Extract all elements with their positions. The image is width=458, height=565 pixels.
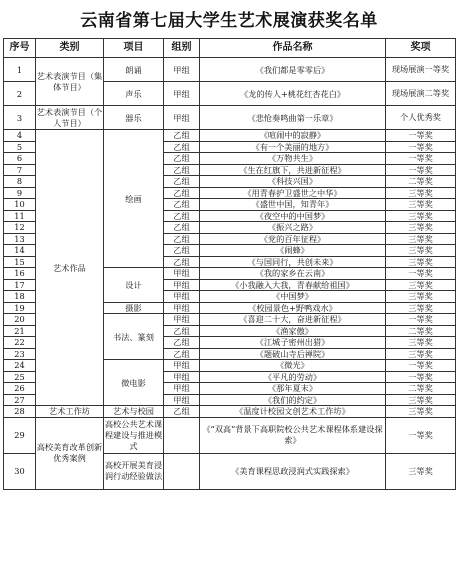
group-cell: 甲组 [164,106,200,130]
award-cell: 现场展演二等奖 [386,82,456,106]
project-cell: 绘画 [104,130,164,268]
work-name-cell: 《江城子密州出猎》 [200,337,386,349]
row-number: 27 [4,394,36,406]
table-row [4,406,456,418]
group-cell: 乙组 [164,141,200,153]
award-cell: 三等奖 [386,222,456,234]
award-cell: 一等奖 [386,360,456,372]
project-cell: 高校公共艺术课程建设与推进模式 [104,417,164,453]
group-cell: 乙组 [164,256,200,268]
work-name-cell: 《小我融入大我，青春献给祖国》 [200,279,386,291]
award-cell: 三等奖 [386,245,456,257]
award-cell: 一等奖 [386,417,456,453]
work-name-cell: 《用青春护卫盛世之中华》 [200,187,386,199]
row-number: 10 [4,199,36,211]
work-name-cell: 《“双高”背景下高职院校公共艺术课程体系建设探索》 [200,417,386,453]
group-cell: 乙组 [164,222,200,234]
award-cell: 一等奖 [386,164,456,176]
row-number: 12 [4,222,36,234]
award-cell: 三等奖 [386,199,456,211]
award-cell: 三等奖 [386,453,456,489]
category-cell: 艺术表演节目（个人节目） [36,106,103,128]
group-cell [164,453,200,489]
project-cell: 设计 [104,268,164,303]
award-cell: 一等奖 [386,130,456,142]
row-number: 30 [4,453,36,489]
header-cell: 序号 [4,39,36,58]
row-number: 21 [4,325,36,337]
work-name-cell: 《党的百年征程》 [200,233,386,245]
row-number: 18 [4,291,36,303]
work-name-cell: 《夜空中的中国梦》 [200,210,386,222]
award-cell: 三等奖 [386,394,456,406]
category-cell: 艺术作品 [36,130,104,406]
work-name-cell: 《喜迎二十大，奋进新征程》 [200,314,386,326]
header-cell: 类别 [36,39,104,58]
group-cell: 甲组 [164,371,200,383]
row-number: 14 [4,245,36,257]
work-name-cell: 《微光》 [200,360,386,372]
award-cell: 二等奖 [386,176,456,188]
group-cell: 甲组 [164,394,200,406]
row-number: 13 [4,233,36,245]
award-cell: 三等奖 [386,337,456,349]
row-number: 6 [4,153,36,165]
group-cell: 甲组 [164,314,200,326]
award-cell: 个人优秀奖 [386,106,456,130]
table-row [4,130,456,142]
group-cell: 甲组 [164,302,200,314]
header-cell: 组别 [164,39,200,58]
group-cell [164,417,200,453]
group-cell: 甲组 [164,268,200,280]
category-cell: 高校美育改革创新优秀案例 [36,417,104,489]
row-number: 1 [4,58,36,82]
award-cell: 三等奖 [386,291,456,303]
work-name-cell: 《校园景色+野鸭戏水》 [200,302,386,314]
header-cell: 作品名称 [200,39,386,58]
row-number: 19 [4,302,36,314]
award-cell: 一等奖 [386,314,456,326]
award-cell: 二等奖 [386,325,456,337]
work-name-cell: 《温度计校园文创艺术工作坊》 [200,406,386,418]
group-cell: 甲组 [164,383,200,395]
header-cell: 奖项 [386,39,456,58]
category-cell: 艺术表演节目（集体节目） [36,58,104,106]
table-row [4,106,456,130]
award-cell: 三等奖 [386,256,456,268]
award-cell: 二等奖 [386,383,456,395]
project-cell: 微电影 [104,360,164,406]
award-cell: 一等奖 [386,268,456,280]
group-cell: 乙组 [164,130,200,142]
row-number: 17 [4,279,36,291]
work-name-cell: 《与国同行，共创未来》 [200,256,386,268]
award-cell: 三等奖 [386,348,456,360]
work-name-cell: 《题破山寺后禅院》 [200,348,386,360]
group-cell: 乙组 [164,406,200,418]
work-name-cell: 《有一个美丽的地方》 [200,141,386,153]
work-name-cell: 《盛世中国，知青年》 [200,199,386,211]
table-row [4,58,456,82]
award-cell: 三等奖 [386,302,456,314]
work-name-cell: 《振兴之路》 [200,222,386,234]
group-cell: 乙组 [164,176,200,188]
award-cell: 三等奖 [386,279,456,291]
award-cell: 三等奖 [386,406,456,418]
group-cell: 甲组 [164,279,200,291]
work-name-cell: 《万物共生》 [200,153,386,165]
row-number: 25 [4,371,36,383]
award-cell: 三等奖 [386,187,456,199]
group-cell: 乙组 [164,325,200,337]
row-number: 20 [4,314,36,326]
award-cell: 三等奖 [386,233,456,245]
row-number: 15 [4,256,36,268]
group-cell: 乙组 [164,337,200,349]
project-cell: 书法、篆刻 [104,314,164,360]
row-number: 24 [4,360,36,372]
work-name-cell: 《中国梦》 [200,291,386,303]
row-number: 5 [4,141,36,153]
group-cell: 甲组 [164,360,200,372]
award-cell: 一等奖 [386,153,456,165]
project-cell: 高校开展美育浸润行动经验做法 [104,453,164,489]
document-title: 云南省第七届大学生艺术展演获奖名单 [80,11,378,31]
row-number: 2 [4,82,36,106]
header-cell: 项目 [104,39,164,58]
work-name-cell: 《平凡的劳动》 [200,371,386,383]
work-name-cell: 《生在红旗下，共进新征程》 [200,164,386,176]
row-number: 4 [4,130,36,142]
row-number: 3 [4,106,36,130]
award-table [3,38,456,490]
group-cell: 乙组 [164,348,200,360]
award-cell: 三等奖 [386,210,456,222]
row-number: 8 [4,176,36,188]
award-cell: 一等奖 [386,371,456,383]
work-name-cell: 《我们都是零零后》 [200,58,386,82]
project-cell: 朗诵 [104,58,164,82]
category-cell: 艺术工作坊 [36,406,104,418]
group-cell: 乙组 [164,164,200,176]
work-name-cell: 《喧闹中的寂静》 [200,130,386,142]
row-number: 29 [4,417,36,453]
work-name-cell: 《那年夏末》 [200,383,386,395]
award-cell: 一等奖 [386,141,456,153]
row-number: 7 [4,164,36,176]
work-name-cell: 《美育课程思政浸润式实践探索》 [200,453,386,489]
group-cell: 乙组 [164,187,200,199]
group-cell: 乙组 [164,199,200,211]
header-row [4,39,456,58]
project-cell: 器乐 [104,106,164,130]
award-cell: 现场展演一等奖 [386,58,456,82]
group-cell: 乙组 [164,153,200,165]
project-cell: 艺术与校园 [104,406,164,418]
group-cell: 甲组 [164,291,200,303]
group-cell: 乙组 [164,210,200,222]
work-name-cell: 《悲怆奏鸣曲第一乐章》 [200,106,386,130]
group-cell: 乙组 [164,233,200,245]
project-cell: 声乐 [104,82,164,106]
table-row [4,417,456,453]
group-cell: 乙组 [164,245,200,257]
work-name-cell: 《我们的约定》 [200,394,386,406]
row-number: 28 [4,406,36,418]
row-number: 23 [4,348,36,360]
row-number: 26 [4,383,36,395]
work-name-cell: 《科技兴国》 [200,176,386,188]
row-number: 22 [4,337,36,349]
group-cell: 甲组 [164,82,200,106]
group-cell: 甲组 [164,58,200,82]
row-number: 16 [4,268,36,280]
row-number: 11 [4,210,36,222]
work-name-cell: 《渔家傲》 [200,325,386,337]
work-name-cell: 《闹蜂》 [200,245,386,257]
row-number: 9 [4,187,36,199]
work-name-cell: 《我的家乡在云南》 [200,268,386,280]
project-cell: 摄影 [104,302,164,314]
work-name-cell: 《龙的传人+桃花红杏花白》 [200,82,386,106]
